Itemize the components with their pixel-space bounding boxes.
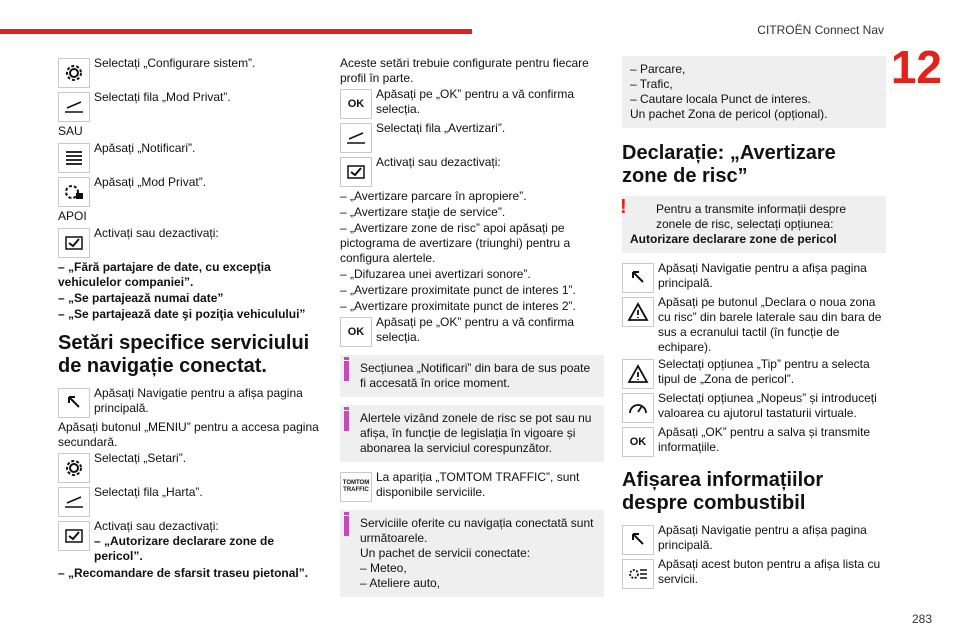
- checkbox-icon: [58, 228, 90, 258]
- step-ok: [340, 87, 604, 119]
- note-text: – Cautare locala Punct de interes.: [630, 92, 811, 106]
- step-notifications: [58, 141, 320, 173]
- gear-icon: [58, 453, 90, 483]
- list-item: – „Se partajează numai date”: [58, 291, 224, 305]
- list-item: – „Autorizare declarare zone de pericol”.: [94, 534, 275, 563]
- speedometer-icon: [622, 393, 654, 423]
- note-text: Autorizare declarare zone de pericol: [630, 232, 837, 246]
- step-tomtom: [340, 470, 604, 502]
- list-item: – „Se partajează date şi poziţia vehiculului”: [58, 307, 306, 321]
- step-navigation: [622, 261, 886, 293]
- step-configure-system: [58, 56, 320, 88]
- step-settings: [58, 451, 320, 483]
- column-1: [58, 56, 320, 582]
- note-text: – Ateliere auto,: [360, 576, 441, 590]
- step-text: Selectați opțiunea „Tip” pentru a selecta tipul de „Zona de pericol”.: [658, 357, 870, 386]
- info-icon: [344, 411, 349, 431]
- step-text: Apăsați pe butonul „Declara o noua zona cu risc” din barele laterale sau din bara de sus a ecranului tactil (în funcție de echipare).: [658, 295, 882, 354]
- info-note: [340, 405, 604, 462]
- gear-icon: [58, 58, 90, 88]
- tomtom-traffic-icon: [340, 472, 372, 502]
- step-ok: [340, 315, 604, 347]
- info-icon: [344, 516, 349, 536]
- services-note-continued: [622, 56, 886, 128]
- step-text: Apăsați „OK” pentru a salva și transmite informațiile.: [658, 425, 871, 454]
- ok-icon: OK: [340, 89, 372, 119]
- warning-icon: !: [620, 196, 627, 218]
- privacy-gear-icon: [58, 177, 90, 207]
- step-text: Apăsați Navigatie pentru a afișa pagina principală.: [658, 523, 867, 552]
- services-list-icon: [622, 559, 654, 589]
- list-item: – „Avertizare zone de risc” apoi apăsați pe pictograma de avertizare (triunghi) pentru a configura alertele.: [340, 221, 571, 265]
- step-text: Apăsați „Mod Privat”.: [94, 175, 207, 189]
- step-type: [622, 357, 886, 389]
- step-text: Apăsați Navigatie pentru a afișa pagina principală.: [658, 261, 867, 290]
- note-text: Alertele vizând zonele de risc se pot sau nu afișa, în funcție de legislația în vigoare și abonarea la serviciul corespunzător.: [360, 411, 592, 455]
- step-speed: [622, 391, 886, 423]
- list-icon: [58, 143, 90, 173]
- section-heading: Setări specifice serviciului de navigație conectat.: [58, 332, 310, 377]
- step-map-tab: [58, 485, 320, 517]
- step-text: Apăsați pe „OK” pentru a vă confirma selecția.: [376, 87, 575, 116]
- list-item: – „Avertizare proximitate punct de interes 1”.: [340, 283, 576, 297]
- note-text: – Meteo,: [360, 561, 407, 575]
- ok-icon: OK: [340, 317, 372, 347]
- list-item: – „Avertizare proximitate punct de interes 2”.: [340, 299, 576, 313]
- step-text: Activați sau dezactivați:: [376, 155, 501, 169]
- note-text: Serviciile oferite cu navigația conectată sunt următoarele.: [360, 516, 594, 545]
- section-heading: Declarație: „Avertizare zone de risc”: [622, 142, 836, 187]
- step-text: La apariția „TOMTOM TRAFFIC”, sunt disponibile serviciile.: [376, 470, 580, 499]
- step-declare-zone: [622, 295, 886, 355]
- header-red-bar: [0, 29, 472, 34]
- apoi-label: APOI: [58, 209, 87, 223]
- step-text: Activați sau dezactivați:: [94, 226, 219, 240]
- navigation-arrow-icon: [58, 388, 90, 418]
- step-text: Apăsați „Notificari”.: [94, 141, 196, 155]
- paragraph: Aceste setări trebuie configurate pentru fiecare profil în parte.: [340, 56, 589, 85]
- step-toggle-alerts: [340, 155, 604, 187]
- list-item: – „Recomandare de sfarsit traseu pietonal”.: [58, 566, 309, 580]
- note-text: Un pachet Zona de pericol (opțional).: [630, 107, 828, 121]
- step-navigation: [58, 386, 320, 418]
- step-text: Selectați fila „Mod Privat”.: [94, 90, 231, 104]
- paragraph: Apăsați butonul „MENIU” pentru a accesa pagina secundară.: [58, 420, 319, 449]
- step-text: Apăsați pe „OK” pentru a vă confirma selecția.: [376, 315, 575, 344]
- tab-icon: [58, 92, 90, 122]
- info-note: [340, 510, 604, 597]
- step-private-mode: [58, 175, 320, 207]
- section-heading: Afișarea informațiilor despre combustibil: [622, 469, 824, 514]
- step-text: Activați sau dezactivați:: [94, 519, 219, 533]
- tomtom-label: TOMTOM TRAFFIC: [342, 480, 370, 493]
- chapter-number: 12: [890, 41, 942, 93]
- note-text: – Trafic,: [630, 77, 673, 91]
- step-ok: [622, 425, 886, 457]
- running-head: CITROËN Connect Nav: [757, 23, 884, 37]
- column-3: [622, 56, 886, 591]
- step-text: Selectați opțiunea „Nopeus” și introduceți valoarea cu ajutorul tastaturii virtuale.: [658, 391, 877, 420]
- list-item: – „Fără partajare de date, cu excepţia vehiculelor companiei”.: [58, 260, 271, 289]
- note-text: Secțiunea „Notificari” din bara de sus poate fi accesată în orice moment.: [360, 361, 591, 390]
- step-text: Selectați „Setari”.: [94, 451, 187, 465]
- warning-note: [622, 196, 886, 253]
- step-navigation: [622, 523, 886, 555]
- page-number: 283: [911, 612, 932, 626]
- checkbox-icon: [340, 157, 372, 187]
- info-note: [340, 355, 604, 397]
- sau-label: SAU: [58, 124, 83, 138]
- note-text: – Parcare,: [630, 62, 686, 76]
- column-2: [340, 56, 604, 605]
- navigation-arrow-icon: [622, 525, 654, 555]
- step-text: Selectați fila „Harta”.: [94, 485, 203, 499]
- step-text: Apăsați acest buton pentru a afișa lista cu servicii.: [658, 557, 881, 586]
- tab-icon: [58, 487, 90, 517]
- warning-triangle-icon: [622, 359, 654, 389]
- step-toggle-map: [58, 519, 320, 564]
- note-text: Un pachet de servicii conectate:: [360, 546, 531, 560]
- list-item: – „Avertizare staţie de service”.: [340, 205, 506, 219]
- step-services-list: [622, 557, 886, 589]
- navigation-arrow-icon: [622, 263, 654, 293]
- step-text: Apăsați Navigatie pentru a afișa pagina principală.: [94, 386, 303, 415]
- checkbox-icon: [58, 521, 90, 551]
- tab-icon: [340, 123, 372, 153]
- step-alerts-tab: [340, 121, 604, 153]
- step-text: Selectați fila „Avertizari”.: [376, 121, 506, 135]
- list-item: – „Difuzarea unei avertizari sonore”.: [340, 267, 531, 281]
- warning-triangle-icon: [622, 297, 654, 327]
- note-text: Pentru a transmite informații despre zonele de risc, selectați opțiunea:: [656, 202, 847, 231]
- step-toggle: [58, 226, 320, 258]
- info-icon: [344, 361, 349, 381]
- list-item: – „Avertizare parcare în apropiere”.: [340, 189, 527, 203]
- step-private-tab: [58, 90, 320, 122]
- step-text: Selectați „Configurare sistem”.: [94, 56, 256, 70]
- ok-icon: OK: [622, 427, 654, 457]
